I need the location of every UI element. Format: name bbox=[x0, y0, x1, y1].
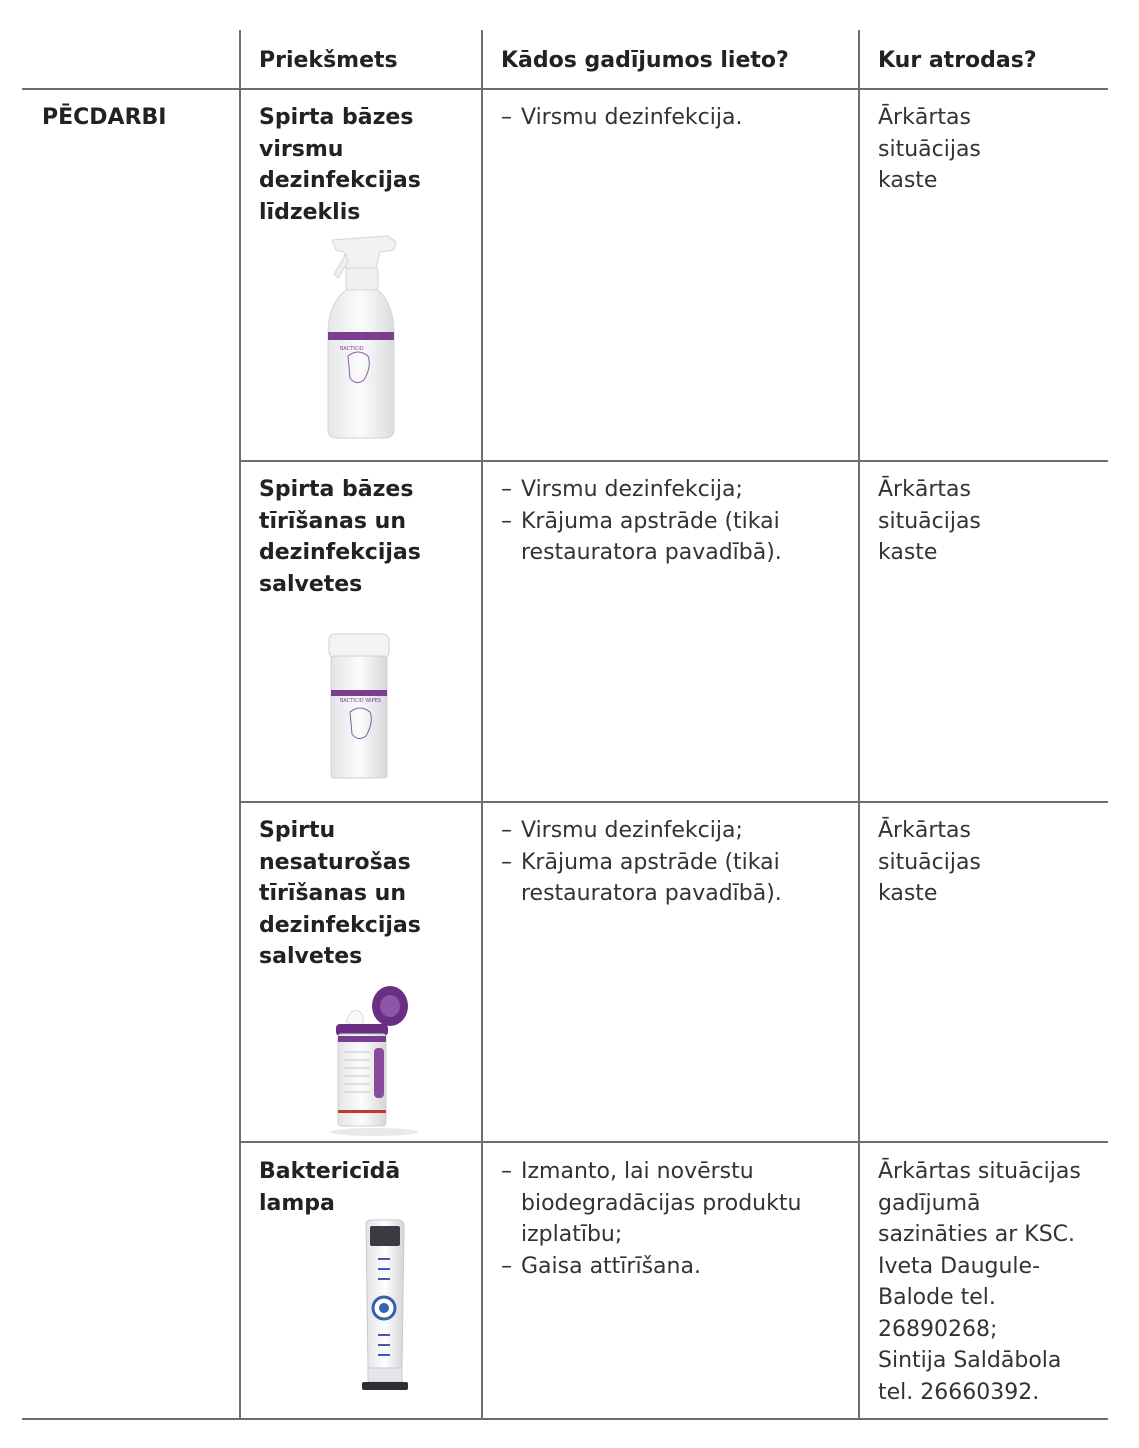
row3-usage-bullet: – Virsmu dezinfekcija; bbox=[501, 818, 743, 843]
hline-header bbox=[22, 88, 1108, 90]
hline-bottom bbox=[22, 1418, 1108, 1420]
wipes-tub-open-lid-image bbox=[324, 984, 424, 1136]
row3-item: Spirtu nesaturošas tīrīšanas un dezinfekcijas salvetes bbox=[259, 818, 421, 969]
row2-location: Ārkārtas situācijas kaste bbox=[878, 477, 981, 565]
row2-usage-bullet: – Virsmu dezinfekcija; bbox=[501, 477, 743, 502]
vline-col1 bbox=[239, 30, 241, 1420]
hline-row2 bbox=[239, 801, 1108, 803]
row1-item-line: virsmu bbox=[259, 136, 344, 162]
row4-usage-bullet: – Izmanto, lai novērstu biodegradācijas produktu izplatību; bbox=[501, 1159, 802, 1247]
uv-lamp-image bbox=[356, 1218, 412, 1392]
hline-row3 bbox=[239, 1141, 1108, 1143]
spray-bottle-image bbox=[318, 234, 402, 440]
row1-item bbox=[259, 102, 421, 228]
header-usage: Kādos gadījumos lieto? bbox=[501, 48, 789, 73]
row4-item: Baktericīdā lampa bbox=[259, 1159, 401, 1216]
header-item: Priekšmets bbox=[259, 48, 398, 73]
vline-col3 bbox=[858, 30, 860, 1420]
row1-item-line: līdzeklis bbox=[259, 199, 361, 225]
row3-usage bbox=[501, 815, 782, 910]
row1-usage bbox=[501, 102, 742, 134]
row2-usage bbox=[501, 474, 782, 569]
svg-text:BACTICID WIPES: BACTICID WIPES bbox=[340, 698, 381, 704]
row1-item-line: dezinfekcijas bbox=[259, 168, 421, 193]
header-location: Kur atrodas? bbox=[878, 48, 1037, 73]
row4-location: Ārkārtas situācijas gadījumā sazināties ar KSC. Iveta Daugule- Balode tel. 26890268; Sintija Saldābola tel. 26660392. bbox=[878, 1159, 1081, 1405]
row1-usage-bullet: – Virsmu dezinfekcija. bbox=[501, 105, 743, 130]
vline-col2 bbox=[481, 30, 483, 1420]
row2-item: Spirta bāzes tīrīšanas un dezinfekcijas salvetes bbox=[259, 477, 421, 597]
row1-item-line: Spirta bāzes bbox=[259, 105, 414, 130]
section-label: PĒCDARBI bbox=[42, 105, 167, 130]
row3-usage-bullet: – Krājuma apstrāde (tikai restauratora pavadībā). bbox=[501, 849, 782, 906]
row1-location: Ārkārtas situācijas kaste bbox=[878, 105, 981, 193]
hline-row1 bbox=[239, 460, 1108, 462]
row3-location: Ārkārtas situācijas kaste bbox=[878, 818, 981, 906]
row2-usage-bullet: – Krājuma apstrāde (tikai restauratora pavadībā). bbox=[501, 508, 782, 565]
row4-usage-bullet: – Gaisa attīrīšana. bbox=[501, 1253, 701, 1279]
row4-usage bbox=[501, 1156, 801, 1282]
wipes-canister-image bbox=[326, 632, 392, 782]
svg-text:BACTICID: BACTICID bbox=[340, 346, 364, 352]
